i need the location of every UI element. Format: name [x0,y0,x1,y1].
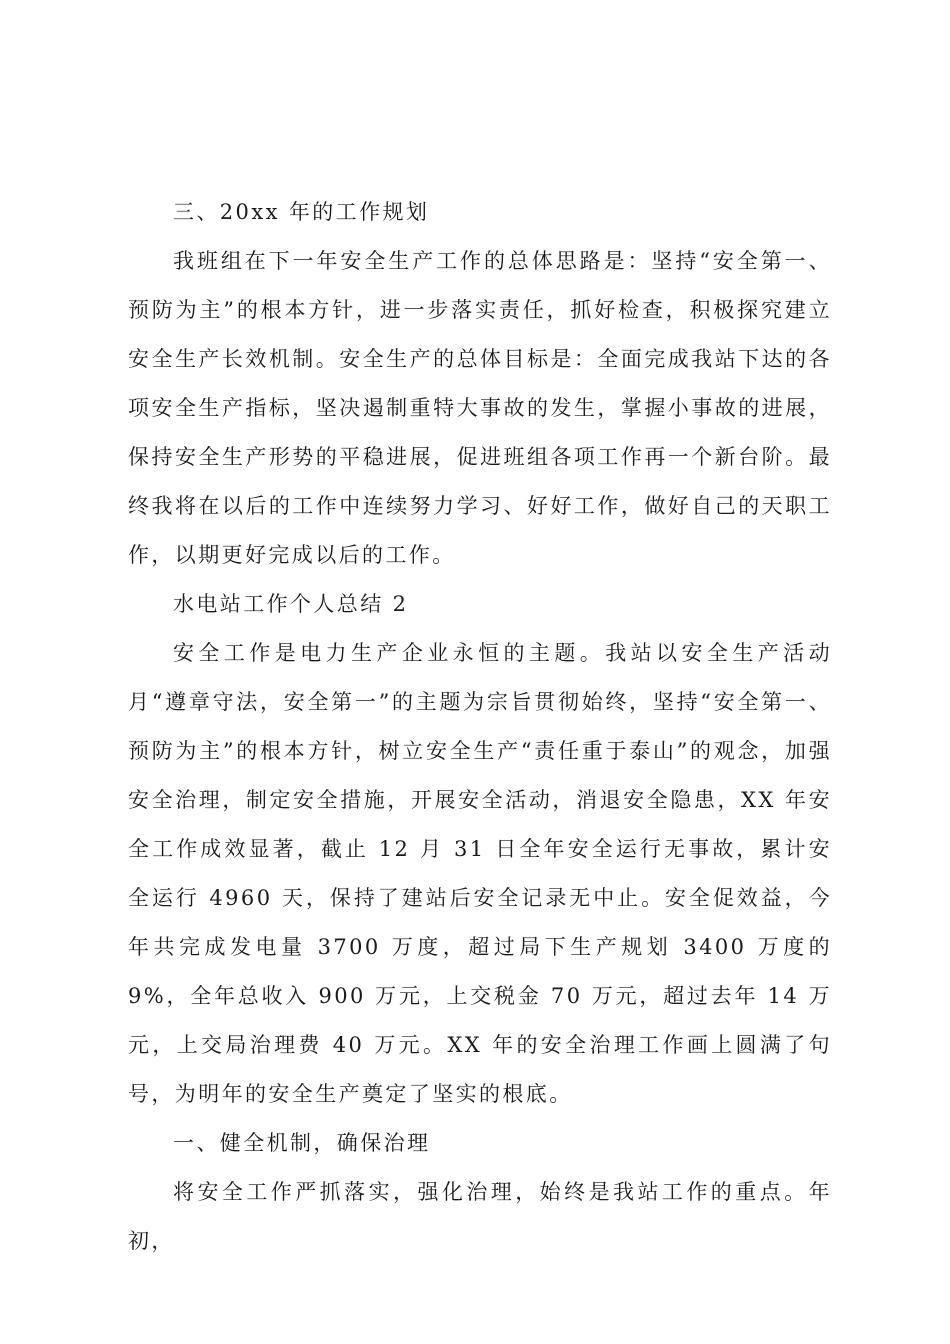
paragraph-plan: 我班组在下一年安全生产工作的总体思路是：坚持“安全第一、预防为主”的根本方针，进一步落实责任，抓好检查，积极探究建立安全生产长效机制。安全生产的总体目标是：全面完成我站下达的各项安全生产指标，坚决遏制重特大事故的发生，掌握小事故的进展，保持安全生产形势的平稳进展，促进班组各项工作再一个新台阶。最终我将在以后的工作中连续努力学习、好好工作，做好自己的天职工作，以期更好完成以后的工作。 [128,249,832,567]
section-heading-plan: 三、20xx 年的工作规划 [173,200,430,224]
paragraph-safety: 安全工作是电力生产企业永恒的主题。我站以安全生产活动月“遵章守法，安全第一”的主题为宗旨贯彻始终，坚持“安全第一、预防为主”的根本方针，树立安全生产“责任重于泰山”的观念，加强安全治理，制定安全措施，开展安全活动，消退安全隐患，XX 年安全工作成效显著，截止 12 月 31 日全年安全运行无事故，累计安全运行 4960 天，保持了建站后安全记录无中止。安全促效益，今年共完成发电量 3700 万度，超过局下生产规划 3400 万度的 9%，全年总收入 900 万元，上交税金 70 万元，超过去年 14 万元，上交局治理费 40 万元。XX 年的安全治理工作画上圆满了句号，为明年的安全生产奠定了坚实的根底。 [128,641,832,1106]
sub-heading-mechanism: 一、健全机制，确保治理 [173,1131,431,1155]
document-title-2: 水电站工作个人总结 2 [173,592,409,616]
document-body [128,188,832,1266]
paragraph-start: 将安全工作严抓落实，强化治理，始终是我站工作的重点。年初， [128,1180,832,1253]
